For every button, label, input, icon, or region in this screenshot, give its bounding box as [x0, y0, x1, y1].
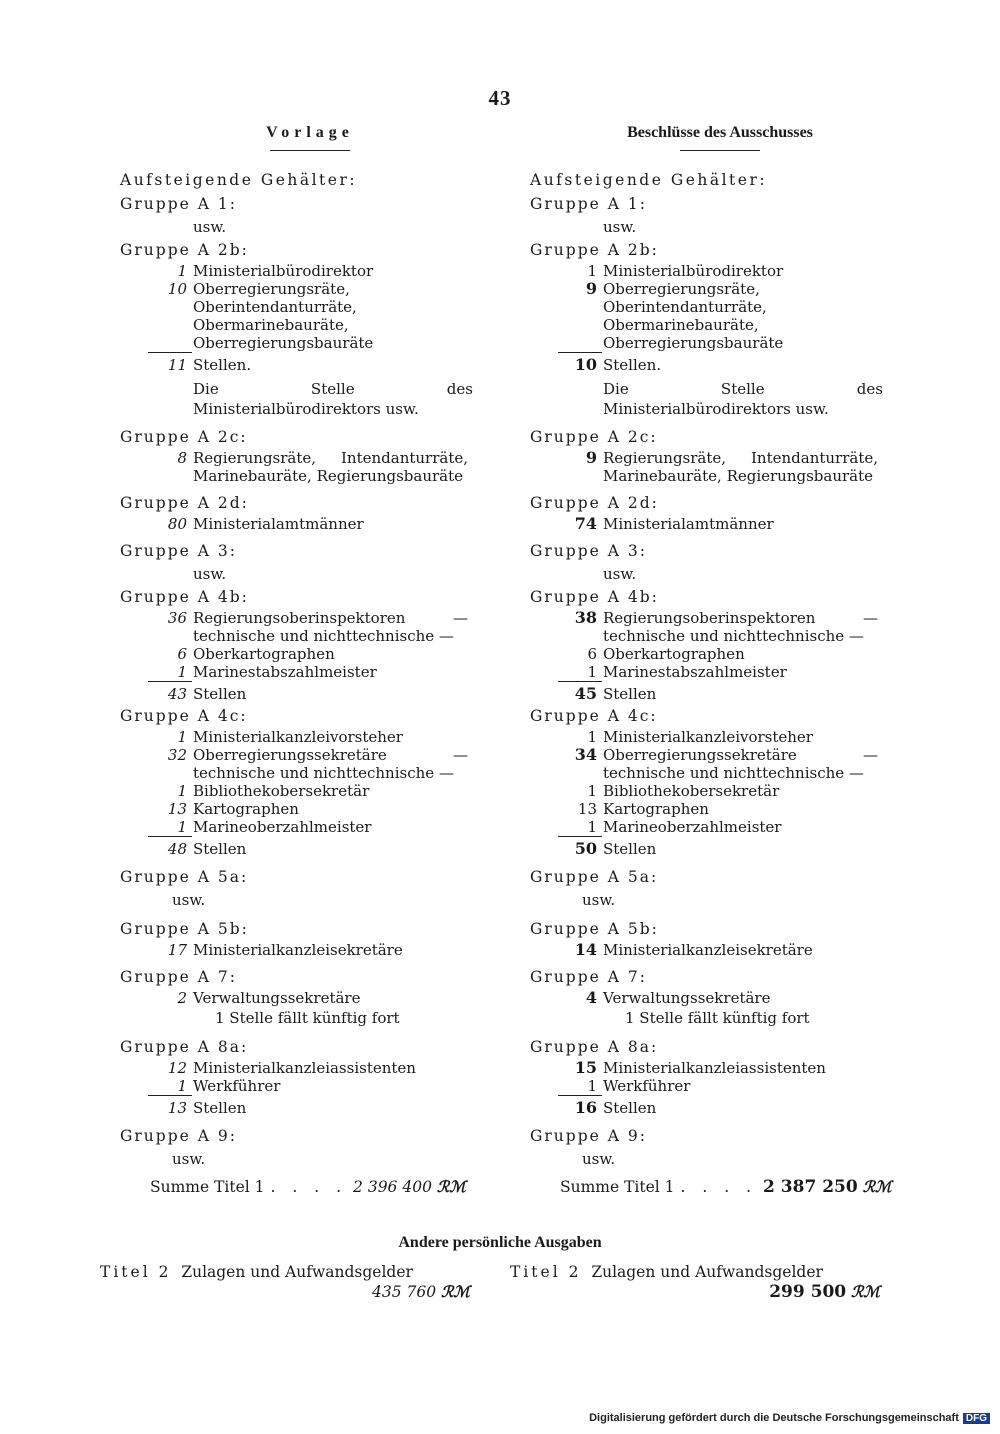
- sum-rule: [558, 352, 602, 353]
- list-item: [100, 746, 480, 782]
- page-number: 43: [488, 86, 512, 110]
- group-title: Gruppe A 8a:: [120, 1038, 249, 1056]
- count: 13: [167, 800, 187, 818]
- count: 1: [587, 1077, 597, 1095]
- group-title: Gruppe A 9:: [530, 1127, 647, 1145]
- sum-rule: [148, 836, 192, 837]
- position-name: Ministerialkanzleiassistenten: [603, 1059, 826, 1077]
- list-item: [510, 989, 890, 1007]
- group-title: Gruppe A 2d:: [530, 494, 659, 512]
- count: 1: [177, 728, 187, 746]
- group-title: Gruppe A 5a:: [530, 868, 659, 886]
- position-name: Kartographen: [193, 800, 299, 818]
- summe-line: [100, 1174, 480, 1200]
- count: 10: [167, 280, 187, 298]
- titel-amount: 299 500: [769, 1282, 847, 1302]
- position-name: Ministerialkanzleisekretäre: [603, 941, 813, 959]
- total-row: [510, 684, 890, 704]
- group-title: Gruppe A 2c:: [120, 428, 248, 446]
- currency-unit: ℛℳ: [441, 1282, 470, 1301]
- total-label: Stellen.: [193, 356, 252, 374]
- total-label: Stellen: [603, 685, 657, 703]
- titel2-beschluesse: [510, 1263, 890, 1303]
- count: 1: [587, 728, 597, 746]
- position-name: Werkführer: [193, 1077, 281, 1095]
- count: 15: [574, 1058, 597, 1077]
- position-name: Oberkartographen: [193, 645, 335, 663]
- footer-credit: [589, 1412, 990, 1424]
- section-title: Aufsteigende Gehälter:: [120, 171, 358, 189]
- group-title: Gruppe A 9:: [120, 1127, 237, 1145]
- footer-text: Digitalisierung gefördert durch die Deutsche Forschungsgemeinschaft: [589, 1412, 959, 1424]
- sum-rule: [558, 681, 602, 682]
- total-row: [100, 684, 480, 704]
- group-title: Gruppe A 3:: [120, 542, 237, 560]
- position-name: Ministerialkanzleisekretäre: [193, 941, 403, 959]
- list-item: [100, 515, 480, 533]
- count: 1: [177, 818, 187, 836]
- group-title: Gruppe A 4c:: [530, 707, 658, 725]
- column-vorlage: [100, 124, 480, 1200]
- total-count: 16: [574, 1098, 597, 1117]
- position-name: Verwaltungssekretäre: [193, 989, 361, 1007]
- count: 32: [167, 746, 187, 764]
- summe-label: Summe Titel 1: [560, 1178, 675, 1196]
- list-item: [510, 609, 890, 645]
- position-name: Ministerialbürodirektor: [193, 262, 374, 280]
- group-title: Gruppe A 1:: [120, 195, 237, 213]
- list-item: [100, 645, 480, 663]
- total-row: [510, 1098, 890, 1118]
- list-item: [100, 280, 480, 352]
- count: 36: [167, 609, 187, 627]
- group-title: Gruppe A 1:: [530, 195, 647, 213]
- position-name: Regierungsräte, Intendanturräte, Marinebauräte, Regierungsbauräte: [603, 449, 878, 485]
- group-title: Gruppe A 4c:: [120, 707, 248, 725]
- count: 80: [167, 515, 187, 533]
- group-text: usw.: [603, 218, 637, 236]
- count: 17: [167, 941, 187, 959]
- list-item: [510, 449, 890, 485]
- position-name: Regierungsoberinspektoren — technische und nichttechnische —: [193, 609, 468, 645]
- position-name: Verwaltungssekretäre: [603, 989, 771, 1007]
- position-name: Oberkartographen: [603, 645, 745, 663]
- count: 1: [177, 663, 187, 681]
- count: 13: [577, 800, 597, 818]
- group-text: usw.: [582, 891, 616, 909]
- list-item: [100, 262, 480, 280]
- column-heading: Vorlage: [266, 124, 354, 141]
- position-name: Oberregierungsräte, Oberintendanturräte, Obermarinebauräte, Oberregierungsbauräte: [603, 280, 784, 352]
- position-name: Marineoberzahlmeister: [603, 818, 782, 836]
- position-name: Werkführer: [603, 1077, 691, 1095]
- titel2-vorlage: [100, 1263, 480, 1303]
- total-count: 50: [574, 839, 597, 858]
- list-item: [100, 609, 480, 645]
- group-title: Gruppe A 5b:: [530, 920, 659, 938]
- summe-amount: 2 396 400: [353, 1178, 432, 1196]
- list-item: [100, 1059, 480, 1077]
- count: 38: [574, 608, 597, 627]
- list-item: [510, 746, 890, 782]
- list-item: [510, 800, 890, 818]
- list-item: [100, 782, 480, 800]
- sum-rule: [148, 681, 192, 682]
- total-label: Stellen: [603, 840, 657, 858]
- column-heading: Beschlüsse des Ausschusses: [627, 124, 813, 141]
- position-name: Ministerialkanzleiassistenten: [193, 1059, 416, 1077]
- total-count: 11: [167, 356, 187, 374]
- list-item: [100, 818, 480, 836]
- count: 1: [587, 782, 597, 800]
- position-name: Ministerialkanzleivorsteher: [603, 728, 813, 746]
- position-name: Ministerialamtmänner: [193, 515, 364, 533]
- sum-rule: [148, 1095, 192, 1096]
- total-row: [510, 839, 890, 859]
- position-name: Ministerialamtmänner: [603, 515, 774, 533]
- total-count: 48: [167, 840, 187, 858]
- position-name: Marineoberzahlmeister: [193, 818, 372, 836]
- list-item: [510, 262, 890, 280]
- count: 8: [177, 449, 187, 467]
- position-name: Marinestabszahlmeister: [193, 663, 377, 681]
- group-text: usw.: [193, 565, 227, 583]
- count: 9: [585, 279, 597, 298]
- position-name: Oberregierungssekretäre — technische und nichttechnische —: [603, 746, 878, 782]
- total-count: 10: [574, 355, 597, 374]
- count: 9: [585, 448, 597, 467]
- note: 1 Stelle fällt künftig fort: [625, 1009, 810, 1027]
- summe-label: Summe Titel 1: [150, 1178, 265, 1196]
- group-text: usw.: [172, 891, 206, 909]
- dfg-logo: DFG: [963, 1413, 990, 1424]
- list-item: [100, 728, 480, 746]
- count: 6: [587, 645, 597, 663]
- group-text: usw.: [603, 565, 637, 583]
- list-item: [100, 1077, 480, 1095]
- count: 2: [177, 989, 187, 1007]
- count: 1: [587, 818, 597, 836]
- titel-amount: 435 760: [372, 1283, 437, 1301]
- list-item: [510, 818, 890, 836]
- list-item: [100, 989, 480, 1007]
- currency-unit: ℛℳ: [851, 1282, 880, 1301]
- count: 34: [574, 745, 597, 764]
- position-name: Ministerialbürodirektor: [603, 262, 784, 280]
- position-name: Bibliothekobersekretär: [603, 782, 780, 800]
- titel-text: Zulagen und Aufwandsgelder: [181, 1263, 413, 1281]
- list-item: [510, 1059, 890, 1077]
- list-item: [100, 663, 480, 681]
- list-item: [100, 941, 480, 959]
- sum-rule: [558, 836, 602, 837]
- group-title: Gruppe A 7:: [530, 968, 647, 986]
- currency-unit: ℛℳ: [862, 1177, 892, 1196]
- group-title: Gruppe A 4b:: [120, 588, 249, 606]
- group-title: Gruppe A 7:: [120, 968, 237, 986]
- group-title: Gruppe A 2b:: [120, 241, 249, 259]
- total-count: 45: [574, 684, 597, 703]
- position-name: Kartographen: [603, 800, 709, 818]
- section-heading-andere-ausgaben: Andere persönliche Ausgaben: [398, 1234, 602, 1251]
- list-item: [510, 280, 890, 352]
- position-name: Oberregierungsräte, Oberintendanturräte, Obermarinebauräte, Oberregierungsbauräte: [193, 280, 374, 352]
- list-item: [510, 663, 890, 681]
- heading-rule: [270, 150, 350, 151]
- position-name: Marinestabszahlmeister: [603, 663, 787, 681]
- list-item: [510, 645, 890, 663]
- position-name: Ministerialkanzleivorsteher: [193, 728, 403, 746]
- position-name: Regierungsräte, Intendanturräte, Marinebauräte, Regierungsbauräte: [193, 449, 468, 485]
- group-title: Gruppe A 8a:: [530, 1038, 659, 1056]
- group-text: usw.: [193, 218, 227, 236]
- total-row: [100, 1098, 480, 1118]
- summe-dots: . . . .: [270, 1178, 348, 1196]
- count: 4: [585, 988, 597, 1007]
- list-item: [510, 941, 890, 959]
- total-count: 43: [167, 685, 187, 703]
- group-title: Gruppe A 3:: [530, 542, 647, 560]
- sum-rule: [558, 1095, 602, 1096]
- position-name: Regierungsoberinspektoren — technische und nichttechnische —: [603, 609, 878, 645]
- list-item: [510, 782, 890, 800]
- count: 1: [177, 1077, 187, 1095]
- list-item: [100, 449, 480, 485]
- heading-rule: [680, 150, 760, 151]
- count: 1: [587, 262, 597, 280]
- sum-rule: [148, 352, 192, 353]
- note: Die Stelle des Ministerialbürodirektors usw.: [603, 380, 883, 418]
- count: 14: [574, 940, 597, 959]
- count: 12: [167, 1059, 187, 1077]
- summe-dots: . . . .: [680, 1178, 758, 1196]
- total-row: [100, 355, 480, 375]
- count: 6: [177, 645, 187, 663]
- column-beschluesse: [510, 124, 890, 1200]
- total-label: Stellen: [193, 840, 247, 858]
- count: 74: [574, 514, 597, 533]
- total-label: Stellen: [603, 1099, 657, 1117]
- summe-line: [510, 1174, 890, 1200]
- group-title: Gruppe A 2d:: [120, 494, 249, 512]
- list-item: [510, 1077, 890, 1095]
- group-text: usw.: [582, 1150, 616, 1168]
- total-row: [510, 355, 890, 375]
- group-title: Gruppe A 5a:: [120, 868, 249, 886]
- note: Die Stelle des Ministerialbürodirektors usw.: [193, 380, 473, 418]
- section-title: Aufsteigende Gehälter:: [530, 171, 768, 189]
- count: 1: [177, 262, 187, 280]
- total-label: Stellen: [193, 1099, 247, 1117]
- titel-text: Zulagen und Aufwandsgelder: [591, 1263, 823, 1281]
- total-row: [100, 839, 480, 859]
- group-text: usw.: [172, 1150, 206, 1168]
- total-label: Stellen.: [603, 356, 662, 374]
- titel-label: Titel 2: [100, 1263, 172, 1281]
- summe-amount: 2 387 250: [763, 1177, 858, 1197]
- group-title: Gruppe A 4b:: [530, 588, 659, 606]
- titel-label: Titel 2: [510, 1263, 582, 1281]
- group-title: Gruppe A 2c:: [530, 428, 658, 446]
- position-name: Oberregierungssekretäre — technische und nichttechnische —: [193, 746, 468, 782]
- currency-unit: ℛℳ: [436, 1177, 466, 1196]
- group-title: Gruppe A 2b:: [530, 241, 659, 259]
- group-title: Gruppe A 5b:: [120, 920, 249, 938]
- list-item: [510, 728, 890, 746]
- count: 1: [177, 782, 187, 800]
- position-name: Bibliothekobersekretär: [193, 782, 370, 800]
- count: 1: [587, 663, 597, 681]
- list-item: [510, 515, 890, 533]
- list-item: [100, 800, 480, 818]
- total-label: Stellen: [193, 685, 247, 703]
- note: 1 Stelle fällt künftig fort: [215, 1009, 400, 1027]
- total-count: 13: [167, 1099, 187, 1117]
